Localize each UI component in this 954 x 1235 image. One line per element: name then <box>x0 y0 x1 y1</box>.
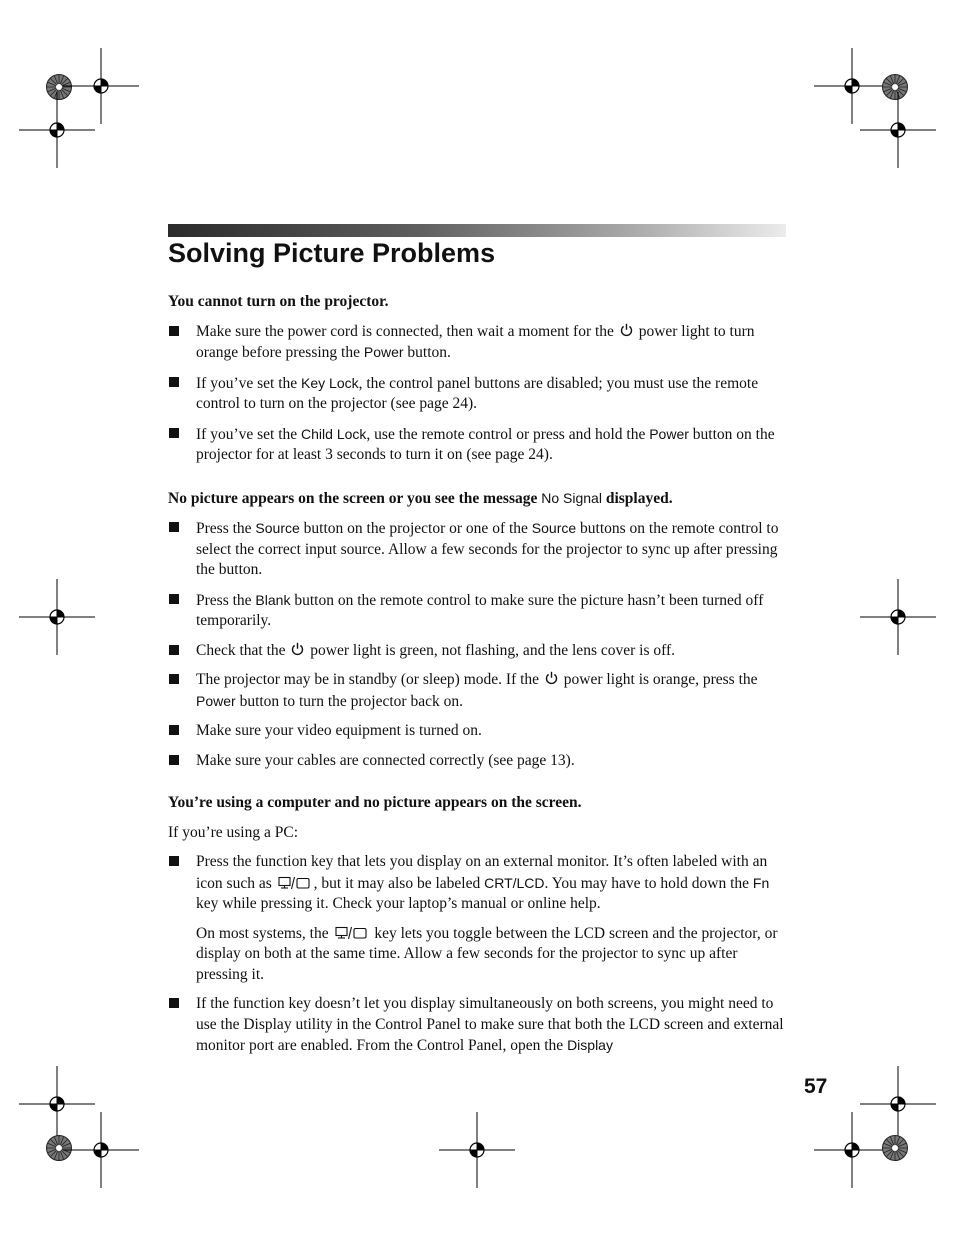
monitor-lcd-toggle-icon <box>335 926 369 940</box>
text: buttons on the remote control to select the correct input source. Allow a few seconds for the projector to sync up after pressing the button. <box>196 520 779 578</box>
text: Press the <box>196 591 256 609</box>
text: displayed. <box>601 489 673 507</box>
bullet-square-icon <box>169 725 179 735</box>
crosshair-mark <box>814 1112 890 1188</box>
power-symbol-icon <box>545 671 558 685</box>
bullet-square-icon <box>169 377 179 387</box>
page-content <box>168 288 784 1057</box>
crosshair-mark <box>860 1066 936 1142</box>
crosshair-mark <box>19 92 95 168</box>
text: Check that the <box>196 641 290 659</box>
color-wheel-mark-top-left <box>47 75 72 100</box>
text: If you’ve set the <box>196 425 302 443</box>
text: If you’ve set the <box>196 374 302 392</box>
text: . You may have to hold down the <box>544 874 753 892</box>
list-item <box>168 373 784 415</box>
ui-term: Source <box>531 520 577 536</box>
ui-term: Child Lock <box>301 425 367 442</box>
ui-term: Power <box>649 425 689 442</box>
bullet-square-icon <box>169 428 179 438</box>
bullet-square-icon <box>169 522 179 532</box>
list-item <box>168 322 784 364</box>
text: button on the projector for at least 3 seconds to turn it on (see page 24). <box>196 425 775 463</box>
crosshair-mark <box>63 48 139 124</box>
list-item <box>168 994 784 1057</box>
ui-term: Power <box>196 692 236 709</box>
list-item <box>168 721 784 742</box>
list-item <box>168 852 784 985</box>
bullet-square-icon <box>169 594 179 604</box>
text: Make sure your video equipment is turned on. <box>196 722 482 739</box>
page-number: 57 <box>804 1075 828 1098</box>
text: On most systems, the <box>196 924 333 942</box>
list-item <box>168 751 784 772</box>
bullet-square-icon <box>169 645 179 655</box>
text: power light to turn orange before pressing the <box>196 322 755 361</box>
section-heading: You cannot turn on the projector. <box>168 293 389 310</box>
list-item <box>168 670 784 712</box>
text: If the function key doesn’t let you display simultaneously on both screens, you might need to use the Display utility in the Control Panel to make sure that both the LCD screen and external monitor port are enabled. From the Control Panel, open the <box>196 995 784 1054</box>
color-wheel-mark-top-right <box>883 75 908 100</box>
crosshair-mark <box>63 1112 139 1188</box>
ui-term: Fn <box>752 874 770 891</box>
crosshair-mark <box>19 1066 95 1142</box>
crosshair-mark <box>860 579 936 655</box>
bullet-square-icon <box>169 755 179 765</box>
text: button. <box>403 344 451 361</box>
text: power light is green, not flashing, and the lens cover is off. <box>306 641 676 659</box>
text: key lets you toggle between the LCD screen and the projector, or display on both at the same time. Allow a few seconds for the projector to sync up after pressing it. <box>196 924 778 983</box>
text: Make sure your cables are connected correctly (see page 13). <box>196 751 575 769</box>
ui-term: Source <box>255 520 300 536</box>
page-title: Solving Picture Problems <box>168 238 496 268</box>
bullet-square-icon <box>169 856 179 866</box>
text: power light is orange, press the <box>559 671 758 688</box>
bullet-square-icon <box>169 998 179 1008</box>
color-wheel-mark-bottom-right <box>883 1136 908 1161</box>
text: button to turn the projector back on. <box>235 692 463 710</box>
ui-term: CRT/LCD <box>484 874 545 891</box>
text: button on the remote control to make sure the picture hasn’t been turned off temporarily. <box>196 591 764 629</box>
list-item <box>168 518 784 581</box>
intro-text: If you’re using a PC: <box>168 823 299 841</box>
power-symbol-icon <box>291 642 304 656</box>
crosshair-mark <box>19 579 95 655</box>
text: key while pressing it. Check your laptop’s manual or online help. <box>196 895 601 912</box>
section-heading: You’re using a computer and no picture appears on the screen. <box>168 794 582 811</box>
crosshair-mark <box>439 1112 515 1188</box>
section-heading <box>168 488 784 510</box>
list-item <box>168 641 784 662</box>
list-item <box>168 424 784 466</box>
color-wheel-mark-bottom-left <box>47 1136 72 1161</box>
sub-paragraph <box>196 924 784 986</box>
bullet-square-icon <box>169 326 179 336</box>
text: , but it may also be labeled <box>313 874 485 892</box>
text: button on the projector or one of the <box>299 520 532 537</box>
ui-term: Display <box>567 1037 613 1053</box>
text: Make sure the power cord is connected, then wait a moment for the <box>196 322 618 340</box>
bullet-list <box>168 518 784 771</box>
power-symbol-icon <box>620 323 633 337</box>
bullet-list <box>168 852 784 1057</box>
bullet-square-icon <box>169 674 179 684</box>
ui-term: Blank <box>255 591 291 608</box>
crosshair-mark <box>860 92 936 168</box>
ui-term: Key Lock <box>301 374 359 391</box>
text: The projector may be in standby (or sleep) mode. If the <box>196 671 543 688</box>
text: , the control panel buttons are disabled; you must use the remote control to turn on the projector (see page 24). <box>196 374 759 412</box>
text: , use the remote control or press and hold the <box>366 425 650 443</box>
bullet-list <box>168 322 784 466</box>
monitor-lcd-toggle-icon <box>278 876 312 890</box>
ui-term: Power <box>363 344 404 360</box>
text: Press the <box>196 520 256 537</box>
list-item <box>168 590 784 632</box>
text: No picture appears on the screen or you see the message <box>168 489 542 507</box>
crosshair-mark <box>814 48 890 124</box>
text: Press the function key that lets you display on an external monitor. It’s often labeled with an icon such as <box>196 853 768 892</box>
ui-term: No Signal <box>541 489 602 506</box>
